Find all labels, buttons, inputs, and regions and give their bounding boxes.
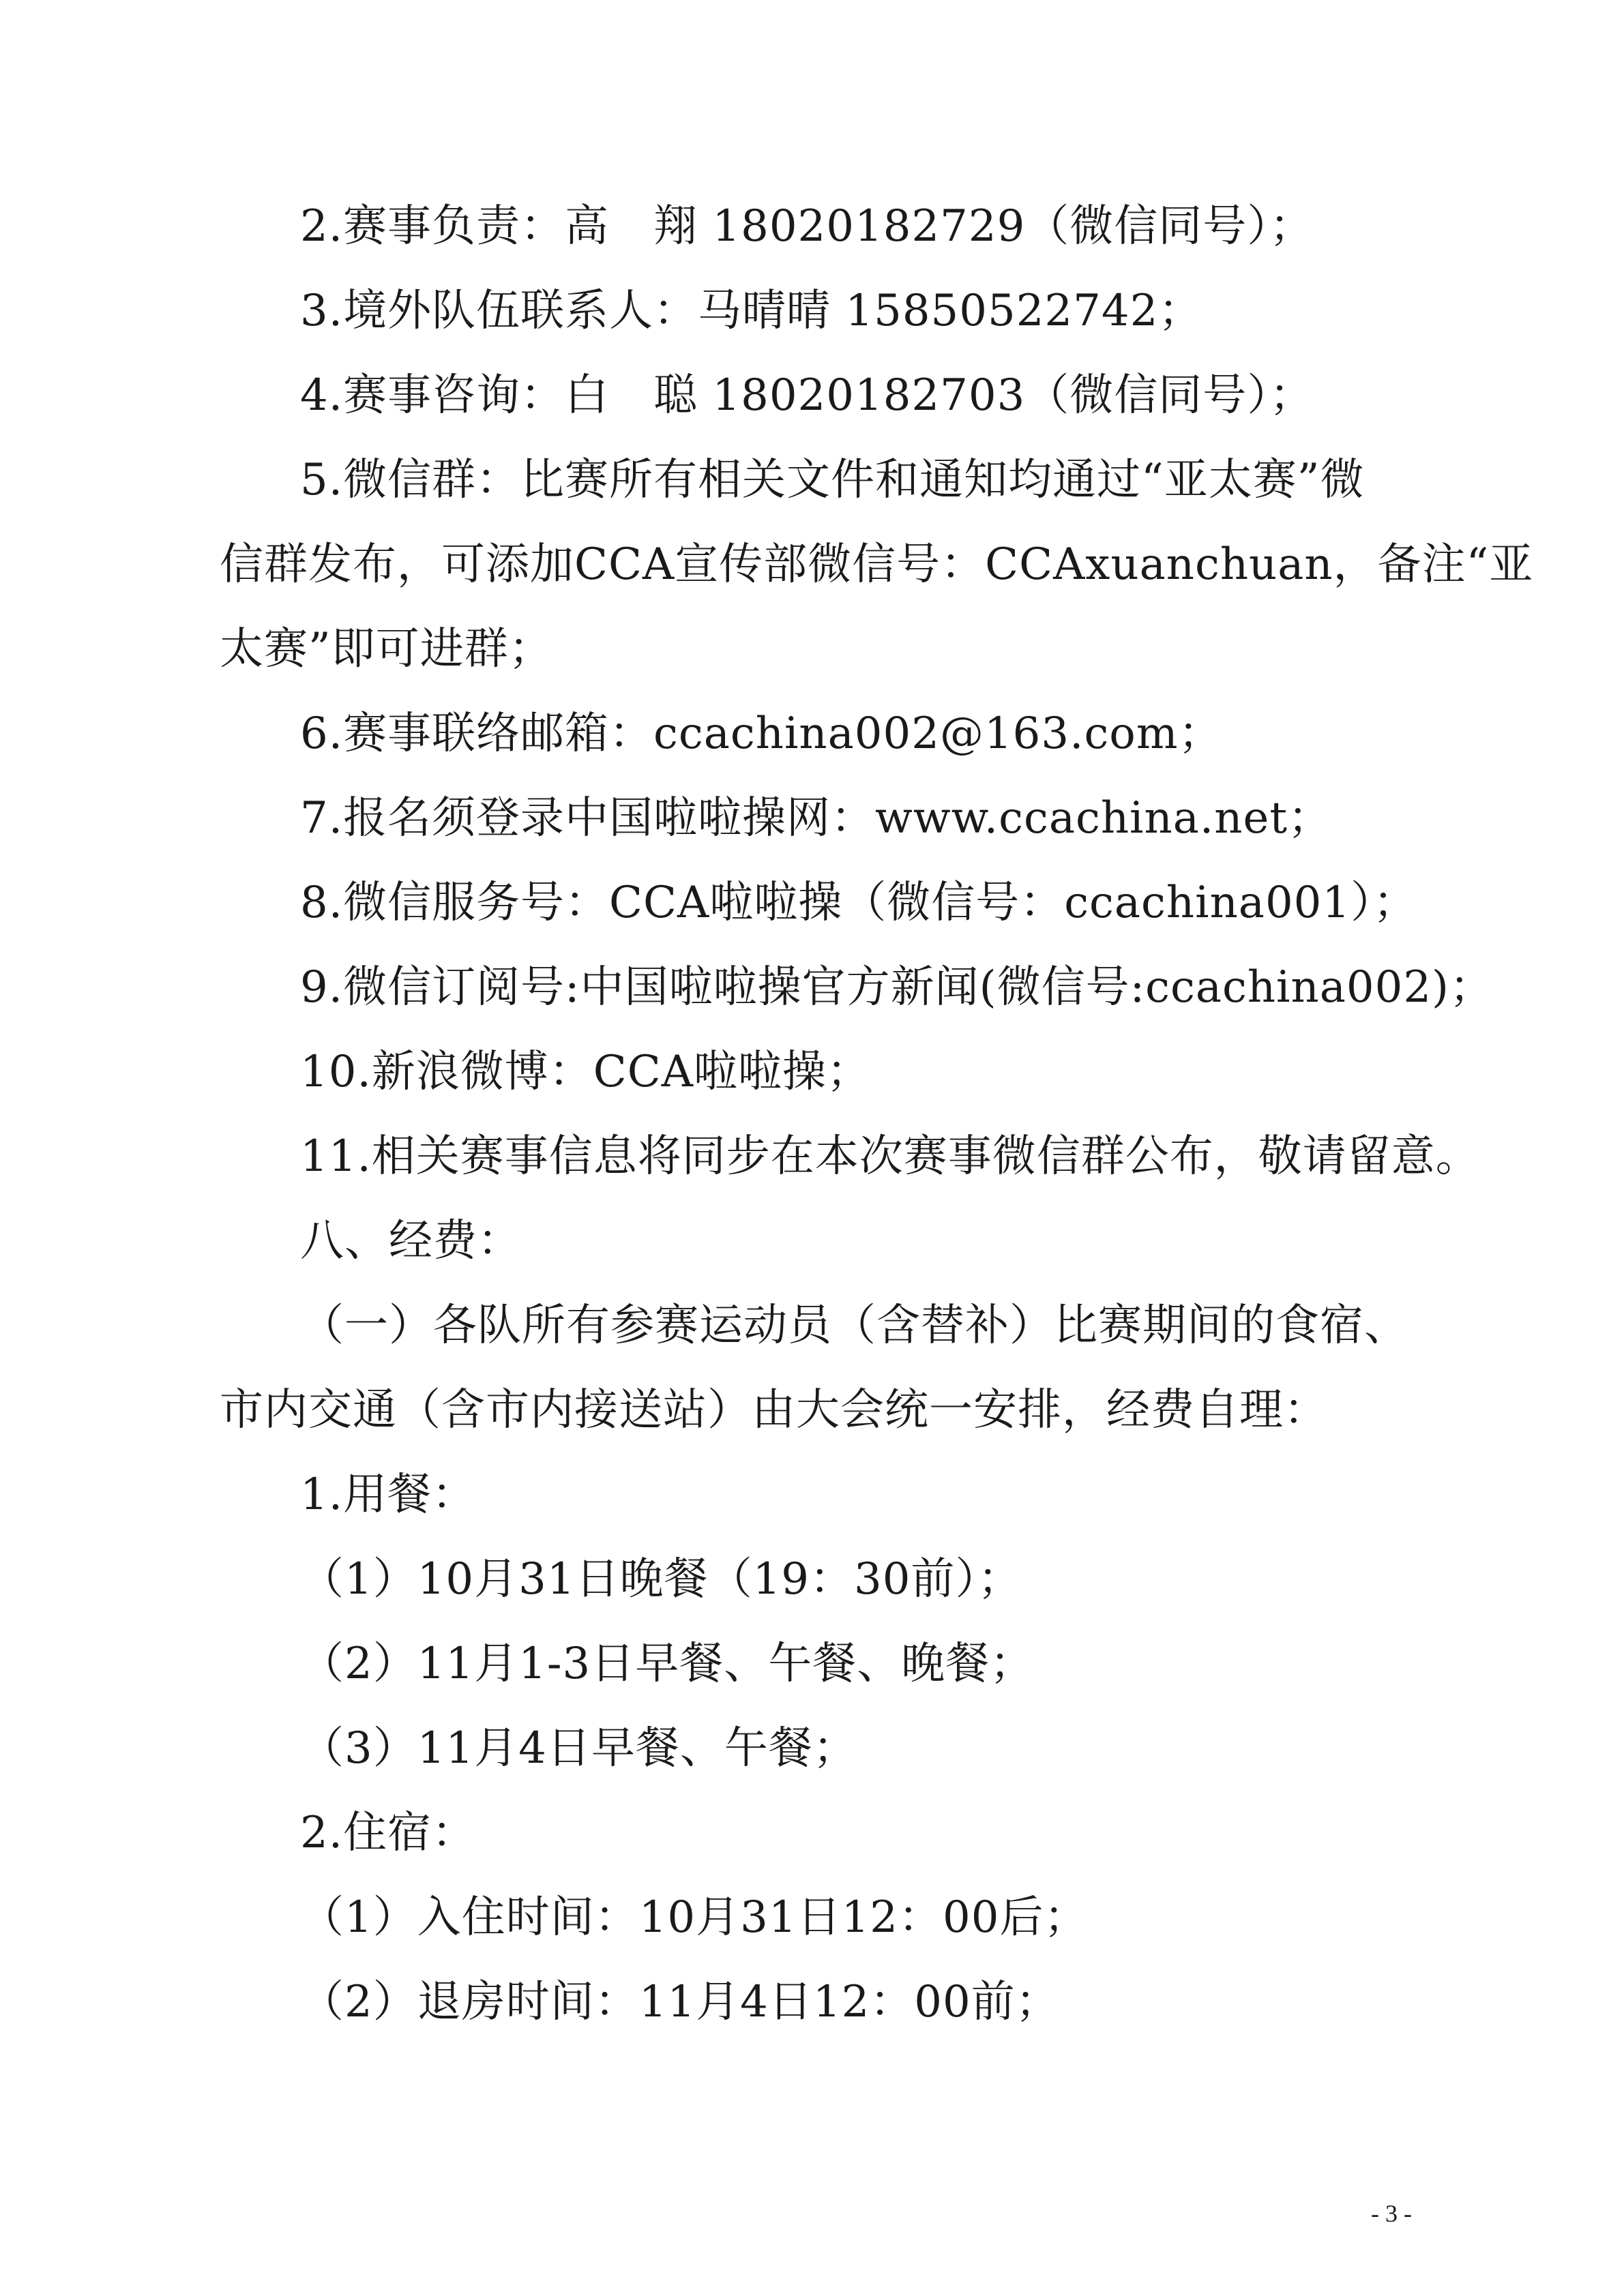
text-line-14: （一）各队所有参赛运动员（含替补）比赛期间的食宿、 — [300, 1300, 1408, 1351]
text-line-2: 3.境外队伍联系人：马晴晴 15850522742； — [300, 286, 1203, 336]
text-line-1: 2.赛事负责：高 翔 18020182729（微信同号）； — [300, 201, 1314, 252]
text-line-7: 6.赛事联络邮箱：ccachina002@163.com； — [300, 709, 1223, 759]
text-line-3: 4.赛事咨询：白 聪 18020182703（微信同号）； — [300, 370, 1314, 421]
text-line-12: 11.相关赛事信息将同步在本次赛事微信群公布，敬请留意。 — [300, 1131, 1480, 1182]
text-line-15: 市内交通（含市内接送站）由大会统一安排，经费自理： — [220, 1385, 1328, 1435]
text-line-9: 8.微信服务号：CCA啦啦操（微信号：ccachina001）； — [300, 878, 1418, 928]
text-line-17: （1）10月31日晚餐（19：30前）； — [300, 1554, 1022, 1605]
text-line-22: （2）退房时间：11月4日12：00前； — [300, 1977, 1060, 2027]
text-line-11: 10.新浪微博：CCA啦啦操； — [300, 1047, 871, 1097]
text-line-4: 5.微信群：比赛所有相关文件和通知均通过“亚太赛”微 — [300, 455, 1365, 505]
text-line-10: 9.微信订阅号:中国啦啦操官方新闻(微信号:ccachina002)； — [300, 962, 1494, 1013]
section-heading: 八、经费： — [300, 1216, 522, 1266]
subheading-meals: 1.用餐： — [300, 1470, 477, 1520]
text-line-5: 信群发布，可添加CCA宣传部微信号：CCAxuanchuan，备注“亚 — [220, 539, 1534, 590]
subheading-lodging: 2.住宿： — [300, 1808, 477, 1858]
text-line-19: （3）11月4日早餐、午餐； — [300, 1723, 857, 1774]
text-line-18: （2）11月1-3日早餐、午餐、晚餐； — [300, 1639, 1035, 1689]
text-line-6: 太赛”即可进群； — [220, 624, 553, 674]
text-line-8: 7.报名须登录中国啦啦操网：www.ccachina.net； — [300, 793, 1333, 844]
page-number: - 3 - — [1371, 2200, 1412, 2227]
text-line-21: （1）入住时间：10月31日12：00后； — [300, 1892, 1089, 1943]
